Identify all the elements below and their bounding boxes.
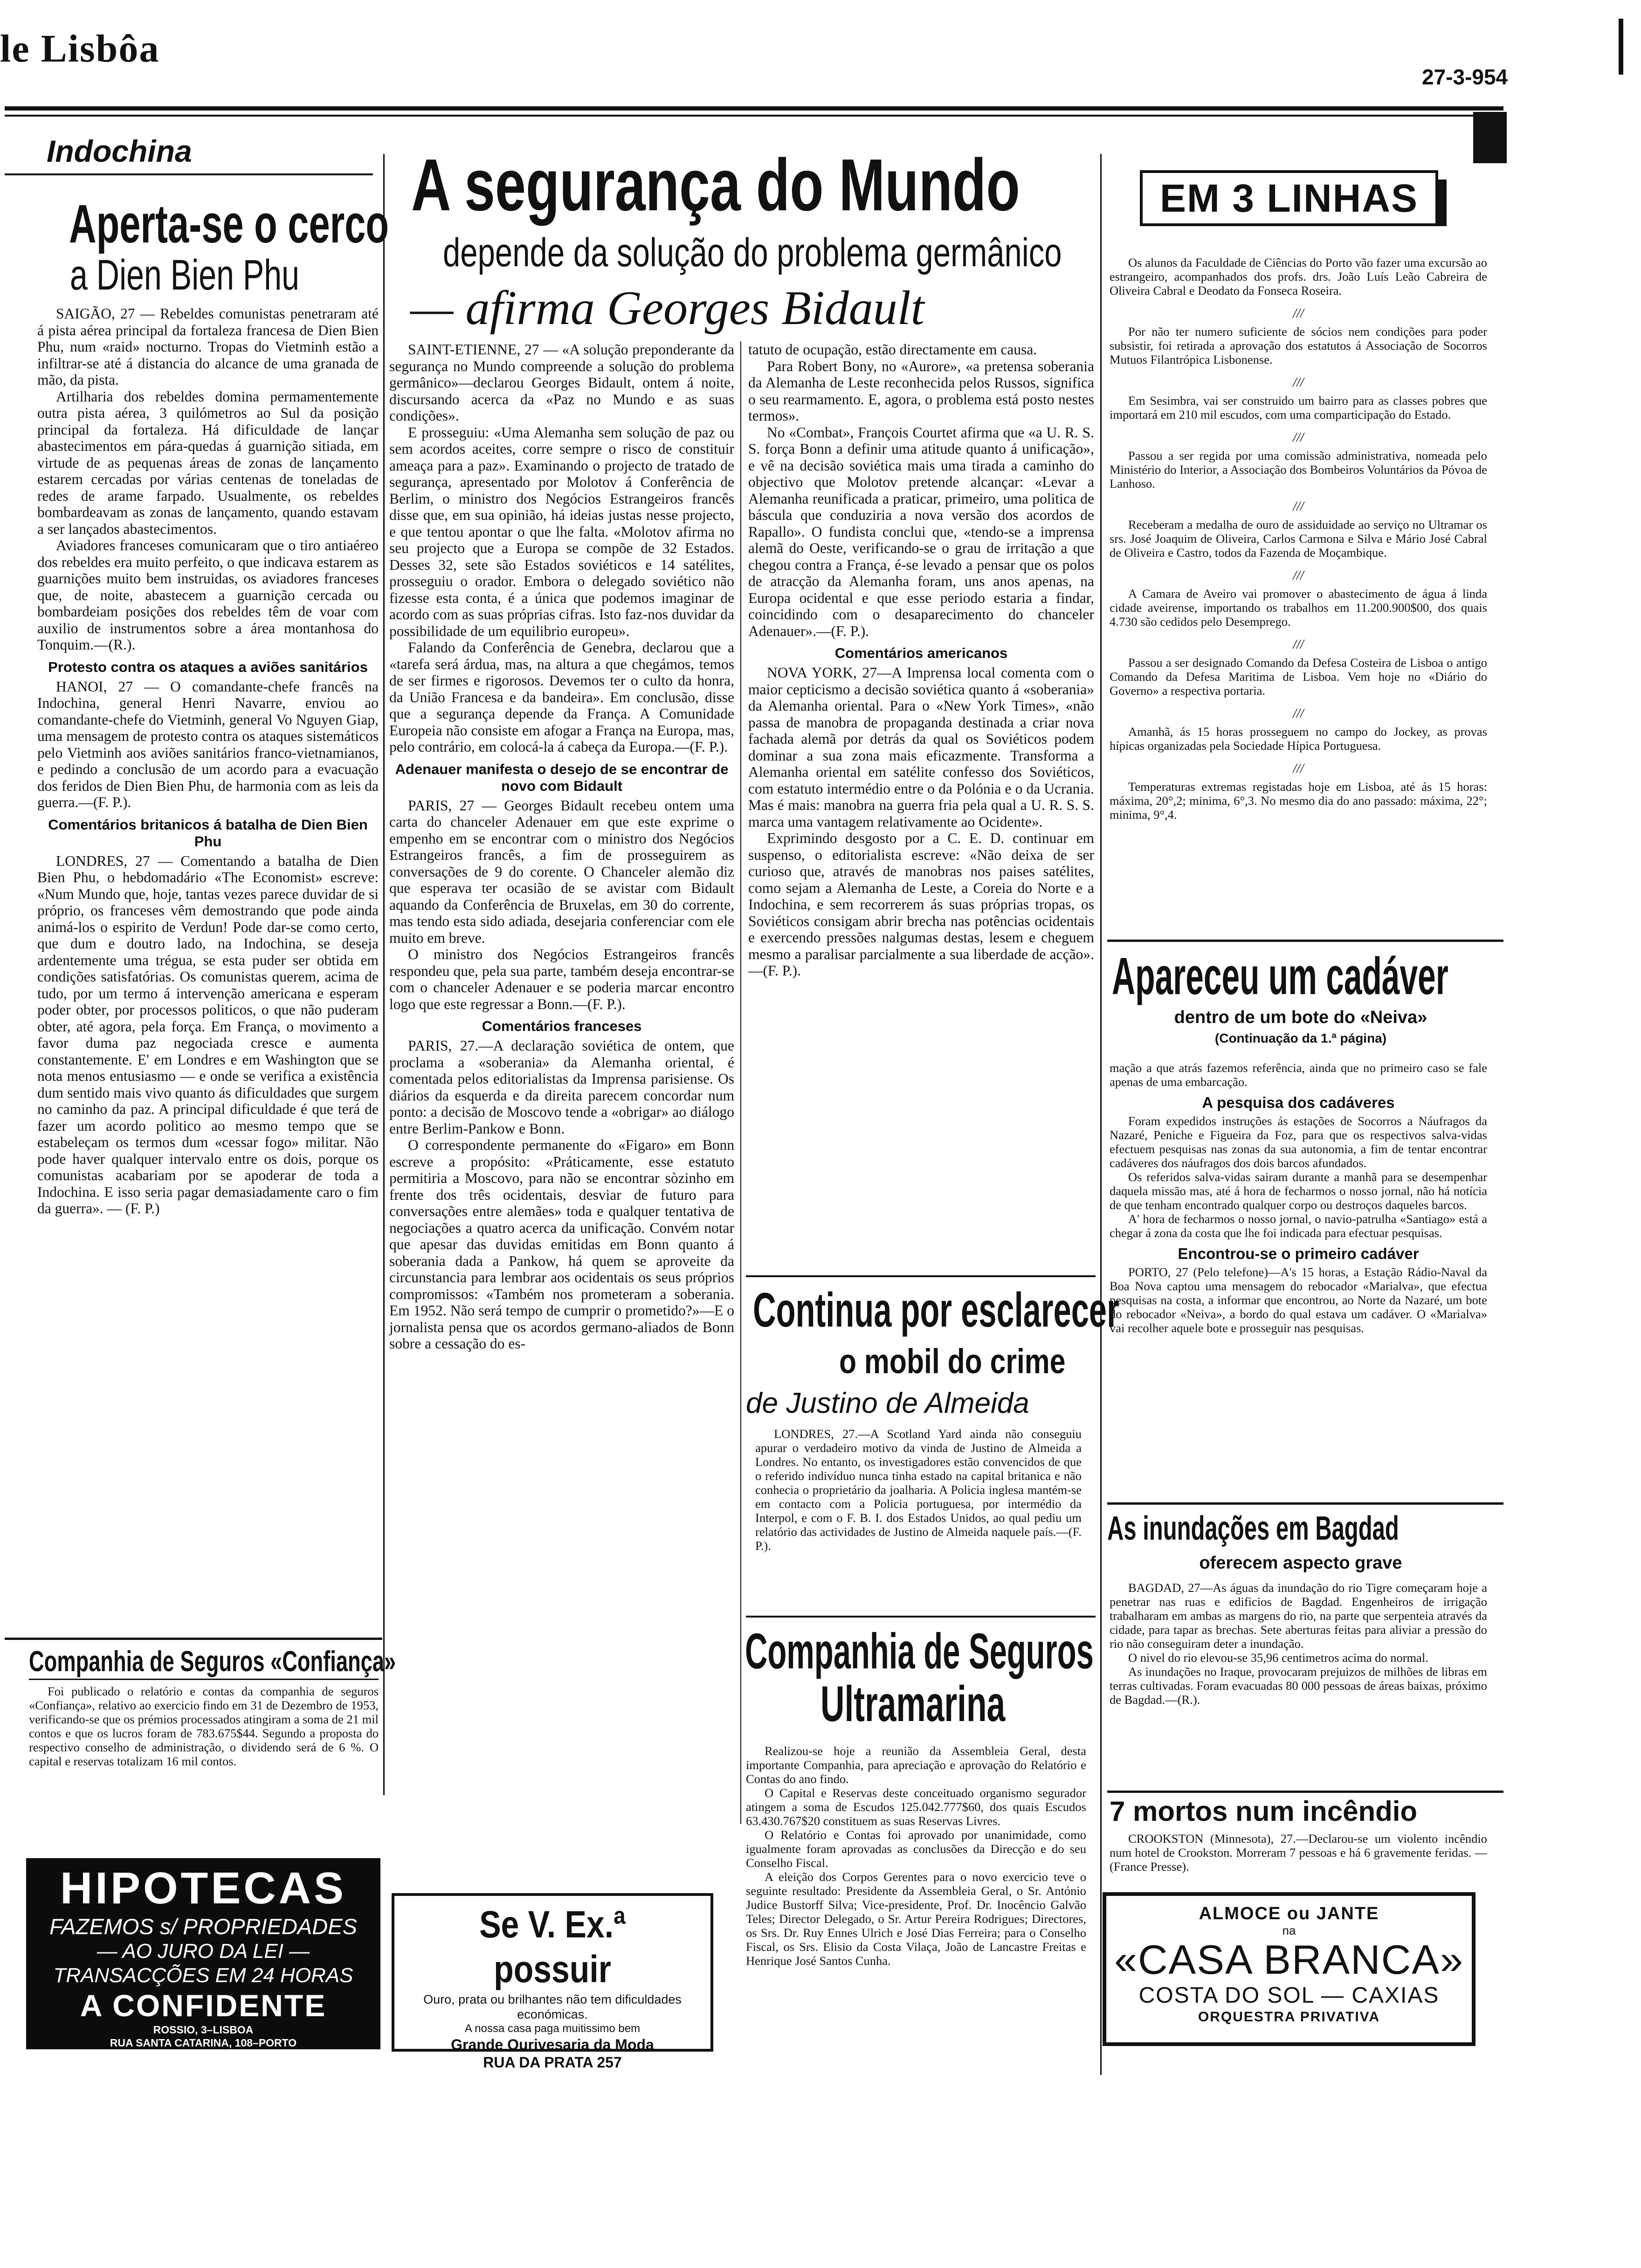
hipotecas-line3: TRANSACÇÕES EM 24 HORAS [53,1964,353,1987]
paragraph: Para Robert Bony, no «Aurore», «a pretensa soberania da Alemanha de Leste reconhecida pelos Russos, significa o seu rearmamento. E, agora, o problema está posto nestes termos». [748,358,1094,424]
hipotecas-name: A CONFIDENTE [80,1988,327,2023]
mobil-head3: de Justino de Almeida [746,1387,1029,1419]
section-label-indochina: Indochina [47,134,192,168]
ultramarina-title1: Companhia de Seguros [745,1623,1094,1679]
confianca-title: Companhia de Seguros «Confiança» [29,1646,396,1678]
paragraph: PARIS, 27 — Georges Bidault recebeu ontem uma carta do chanceler Adenauer em que este exprime o empenho em se encontrar com o ministro dos Negócios Estrangeiros francês, a fim de prosseguirem as conversações de 9 do corente. O Chanceler alemão diz que esperava ter ocasião de se avistar com Bidault aquando da Conferência de Bruxelas, em 30 do corrente, mas tendo esta sido adiada, desejaria conferenciar com ele muito em breve. [389,797,734,946]
subheading-pesquisa: A pesquisa dos cadáveres [1202,1094,1395,1111]
paragraph: BAGDAD, 27—As águas da inundação do rio Tigre começaram hoje a penetrar nas ruas e edificios de Bagdad. Engenheiros de irrigação trabalharam em ambas as margens do rio, na parte que serpenteia através da cidade, para tapar as brechas. Sete aberturas feitas para aliviar a pressão do rio não conseguiram deter a inundação. [1110,1581,1487,1651]
paragraph: SAIGÃO, 27 — Rebeldes comunistas penetraram até á pista aérea principal da fortaleza francesa de Dien Bien Phu, num «raid» nocturno. Tropas do Vietminh estão a infiltrar-se até á distancia do alcance de uma granada de mão, da pista. [37,305,379,388]
article-seguranca-col-a [389,341,734,1352]
hipotecas-ad [26,1858,380,2049]
ourivesaria-text2: A nossa casa paga muitissimo bem [464,2022,641,2035]
casabranca-line1: ALMOCE ou JANTE [1199,1904,1379,1923]
article-seguranca-col-b [748,341,1094,979]
cadaver-head2: dentro de um bote do «Neiva» [1174,1008,1427,1027]
paragraph: tatuto de ocupação, estão directamente em causa. [748,341,1037,358]
subheading-protesto: Protesto contra os ataques a aviões sanitários [48,658,368,675]
bagdad-article [1110,1581,1487,1707]
list-item: Passou a ser regida por uma comissão administrativa, nomeada pelo Ministério do Interior, a Associação dos Bombeiros Voluntários da Póvoa de Lanhoso. [1110,449,1487,491]
em3linhas-list [1110,256,1487,831]
paragraph: O nivel do rio elevou-se 35,96 centimetros acima do normal. [1128,1651,1428,1665]
paragraph: No «Combat», François Courtet afirma que «a U. R. S. S. força Bonn a definir uma atitude quanto á unificação», e vê na decisão soviética mais uma tirada a caminho do objectivo que Molotov pretende alcançar: «Levar a Alemanha reunificada a praticar, primeiro, uma politica de báscula que conduziria a nova versão dos acordos de Rapallo». O fundista conclui que, «tendo-se a imprensa alemã do Oeste, verificando-se o grau de irritação a que chegou contra a França, é-se levado a pensar que os polos de atracção da Alemanha foram, uns anos apenas, na Europa ocidental e que esse periodo estaria a findar, coincidindo com o desaparecimento do chanceler Adenauer».—(F. P.). [748,424,1094,639]
masthead-date: 27-3-954 [1422,65,1508,89]
em3linhas-title: EM 3 LINHAS [1159,176,1419,220]
cadaver-head1: Apareceu um cadáver [1112,947,1448,1005]
paragraph: mação a que atrás fazemos referência, ainda que no primeiro caso se fale apenas de uma embarcação. [1110,1061,1487,1089]
paragraph: O ministro dos Negócios Estrangeiros francês respondeu que, pela sua parte, também deseja encontrar-se com o chanceler Adenauer e se poderia marcar encontro logo que este regressar a Bonn.—(F. P.). [389,946,734,1012]
masthead-rule-top [5,106,1503,111]
subheading-americanos: Comentários americanos [834,645,1008,661]
column-rule-1 [383,154,385,1795]
paragraph: Foram expedidos instruções ás estações de Socorros a Náufragos da Nazaré, Peniche e Figueira da Foz, para que os respectivos salva-vidas efectuem pesquisas nas zonas da sua autonomia, a fim de tentar encontrar cadáveres dos náufragos dos dois barcos afundados. [1110,1114,1487,1170]
separator: /// [1293,499,1304,514]
subheadline-seguranca: depende da solução do problema germânico [443,230,1062,275]
paragraph: HANOI, 27 — O comandante-chefe francês na Indochina, general Henri Navarre, enviou ao comandante-chefe do Vietminh, general Vo Nguyen Giap, uma mensagem de protesto contra os ataques sistemáticos pelo Vietminh aos aviões sanitários franco-vietnamianos, e pedindo a conclusão de um acordo para a evacuação dos feridos de Dien Bien Phu, de harmonia com as leis da guerra.—(F. P.). [37,678,379,810]
paragraph: Os referidos salva-vidas sairam durante a manhã para se desempenhar daquela missão mas, até á hora de fecharmos o nosso jornal, não há notícia de que tenham encontrado qualquer corpo ou destroços daqueles barcos. [1110,1170,1487,1212]
paragraph: Exprimindo desgosto por a C. E. D. continuar em suspenso, o editorialista escreve: «Não deixa de ser curioso que, através de manobras nos paises satélites, como sejam a Alemanha de Leste, a Coreia do Norte e a Indochina, e sem recorrerem ás suas próprias tropas, os Soviéticos consigam abrir brecha nas potências ocidentais e exercendo pressões nalgumas destas, lesem e cheguem mesmo a paralisar parcialmente a sua liberdade de acção».—(F. P.). [748,830,1094,979]
casabranca-orch: ORQUESTRA PRIVATIVA [1198,2009,1380,2025]
mobil-head1: Continua por esclarecer [753,1283,1119,1337]
right-edge-bar [1619,19,1623,75]
list-item: Os alunos da Faculdade de Ciências do Porto vão fazer uma excursão ao estrangeiro, acompanhados dos profs. drs. João Luís Leão Cabreira de Oliveira Cabral e Deodato da Fonseca Roseira. [1110,256,1487,297]
rule-above-confianca [5,1638,382,1640]
hipotecas-line1: FAZEMOS s/ PROPRIEDADES [49,1914,357,1939]
bagdad-head2: oferecem aspecto grave [1199,1553,1402,1573]
paragraph: O correspondente permanente do «Figaro» em Bonn escreve a propósito: «Práticamente, esse estatuto permitiria a Moscovo, para não se encontrar sòzinho em frente dos três ocidentais, desviar de futuro para conversações entre alemães» toda e qualquer tentativa de negociações a quatro acerca da unificação. Convém notar que apesar das duvidas emitidas em Bonn quanto á soberania dada a Pankow, há quem se aproveite da circunstancia para lembrar aos ocidentais os seus próprios compromissos: «Também nos prometeram a soberania. Em 1952. Não será tempo de cumprir o prometido?»—E o jornalista pensa que os acordos germano-aliados de Bonn sobre a cessação do es- [389,1137,734,1352]
rule-above-ultramarina [746,1616,1096,1618]
mobil-head2: o mobil do crime [839,1342,1066,1381]
rule-above-mobil [746,1275,1096,1277]
separator: /// [1293,375,1304,390]
rule-below-confianca-title [29,1679,379,1680]
separator: /// [1293,306,1304,321]
separator: /// [1293,761,1304,776]
separator: /// [1293,430,1304,445]
subheading-primeiro-cadaver: Encontrou-se o primeiro cadáver [1178,1245,1419,1262]
mobil-text: LONDRES, 27.—A Scotland Yard ainda não conseguiu apurar o verdadeiro motivo da vinda de Justino de Almeida a Londres. No entanto, os investigadores estão convencidos de que o referido indivíduo nunca tinha estado na capital britanica e não conhecia o proprietário da joalharia. A Policia inglesa mantém-se em contacto com a Policia portuguesa, por intermédio da Interpol, e com o F. B. I. dos Estados Unidos, ao qual pediu um relatório das actividades de Justino de Almeida naquele país.—(F. P.). [755,1427,1082,1553]
paragraph: A' hora de fecharmos o nosso jornal, o navio-patrulha «Santiago» está a chegar á zona da costa que lhe foi indicada para efectuar pesquisas. [1110,1212,1487,1240]
paragraph: PORTO, 27 (Pelo telefone)—A's 15 horas, a Estação Rádio-Naval da Boa Nova captou uma mensagem do rebocador «Marialva», que efectua pesquisas na costa, a informar que encontrou, ao Norte da Nazaré, um bote do rebocador «Neiva», a bordo do qual estava um cadáver. O «Marialva» vai recolher aquele bote e prosseguir nas pesquisas. [1110,1265,1487,1335]
paragraph: Artilharia dos rebeldes domina permamentemente outra pista aérea, 3 quilómetros ao Sul da posição principal da fortaleza. Há dificuldade de lançar abastecimentos em pára-quedas á guarnição sitiada, em virtude de as pequenas áreas de zonas de lançamento estarem cercadas por várias centenas de toneladas de redes de arame farpado. Usualmente, os rebeldes bombardeavam as zonas de lançamento, quando estavam a ser lançados abastecimentos. [37,388,379,537]
cadaver-cont: (Continuação da 1.ª página) [1214,1031,1387,1045]
masthead-rule-thin [5,115,1503,117]
incendio-head: 7 mortos num incêndio [1110,1796,1418,1827]
casabranca-name: «CASA BRANCA» [1114,1936,1464,1983]
hipotecas-addr2: RUA SANTA CATARINA, 108–PORTO [110,2037,297,2049]
column-rule-mid [740,341,741,1824]
section-rule-indochina [5,173,373,175]
corner-black-block [1473,112,1507,163]
paragraph: Aviadores franceses comunicaram que o tiro antiaéreo dos rebeldes era muito perfeito, o que indicava estarem as guarnições muito bem instruidas, os aviadores franceses que, de noite, abastecem a guarnição cercada ou bombardeiam posições dos rebeldes têm de voar com auxilio de instrumentos sobre a área montanhosa do Tonquim.—(R.). [37,537,379,653]
paragraph: SAINT-ETIENNE, 27 — «A solução preponderante da segurança no Mundo compreende a solução do problema germânico»—declarou Georges Bidault, ontem á noite, discursando acerca da «Paz no Mundo e as suas condições». [389,341,734,424]
em3linhas-title-box [1140,170,1438,226]
cadaver-article [1110,1061,1487,1335]
paragraph: LONDRES, 27 — Comentando a batalha de Dien Bien Phu, o hebdomadário «The Economist» escreve: «Num Mundo que, hoje, tantas vezes parece duvidar de si próprio, os franceses vêm demostrando que pode ainda animá-los o espirito de Verdun! Pode dar-se como certo, que dum e doutro lado, na Indochina, se deseja ardentemente uma trégua, se esta puder ser obtida em condições satisfatórias. Os comunistas querem, acima de tudo, por um termo á intervenção americana e esperam poder obter, por processos politicos, o que não puderam obter, até agora, pela força. Em França, o movimento a favor duma paz negociada cresce e aumenta constantemente. E' em Londres e em Washington que se nota menos entusiasmo — e onde se verifica a existência dum sentido mais vivo quanto ás dificuldades que surgem no caminho da paz. A principal dificuldade é que terá de fazer um acordo politico ao mesmo tempo que se estabeleçam os termos dum «cessar fogo» militar. Não pode haver qualquer intervalo entre os dois, porque os comunistas acabariam por se apoderar de toda a Indochina. E isso seria pagar demasiadamente caro o fim da guerra». — (F. P.) [37,852,379,1217]
list-item: Passou a ser designado Comando da Defesa Costeira de Lisboa o antigo Comando da Defesa Maritima de Lisboa. Vem hoje no «Diário do Governo» a respectiva portaria. [1110,656,1487,698]
byline-bidault: — afirma Georges Bidault [410,281,924,335]
hipotecas-addr1: ROSSIO, 3–LISBOA [153,2024,254,2036]
paragraph: E prosseguiu: «Uma Alemanha sem solução de paz ou sem acordos aceites, corre sempre o risco de constituir ameaça para a paz». Examinando o projecto de tratado de segurança, apresentado por Molotov á Conferência de Berlim, o ministro dos Negócios Estrangeiros francês disse que, em sua opinião, há ideias justas nesse projecto, e que tentou apontar o que lhe falta. «Molotov afirma no seu projecto que a Europa se compõe de 32 Estados. Desses 32, sete são Estados soviéticos e 14 satélites, prosseguiu o orador. Embora o delegado soviético não fizesse esta conta, é a única que podemos imaginar de acordo com as suas próprias cifras. Isto faz-nos duvidar da possibilidade de um equilibrio europeu». [389,424,734,639]
subheading-adenauer: Adenauer manifesta o desejo de se encontrar de novo com Bidault [395,761,729,794]
masthead-name: le Lisbôa [0,27,160,70]
hipotecas-line2: — AO JURO DA LEI — [97,1940,310,1963]
list-item: Receberam a medalha de ouro de assiduidade ao serviço no Ultramar os srs. José Joaquim de Oliveira, Carlos Carmona e Silva e Mário José Cabral de Oliveira e Castro, todos da Fazenda de Moçambique. [1110,518,1487,560]
confianca-text: Foi publicado o relatório e contas da companhia de seguros «Confiança», relativo ao exercicio findo em 31 de Dezembro de 1953, verificando-se que os prémios processados atingiram a soma de 21 mil contos e que os lucros foram de 783.675$44. Segundo a proposta do respectivo conselho de administração, o dividendo será de 6 %. O capital e reservas totalizam 16 mil contos. [29,1684,379,1768]
rule-above-bagdad [1107,1502,1503,1505]
ourivesaria-name: Grande Ourivesaria da Moda [451,2036,654,2053]
paragraph: O Relatório e Contas foi aprovado por unanimidade, como igualmente foram aprovadas as conclusões da Direcção e do seu Conselho Fiscal. [746,1828,1086,1870]
casabranca-place: COSTA DO SOL — CAXIAS [1138,1983,1440,2008]
list-item: A Camara de Aveiro vai promover o abastecimento de água á linda cidade aveirense, importando os trabalhos em 11.200.900$00, dos quais 4.730 são cedidos pelo Desemprego. [1110,587,1487,629]
ourivesaria-text: Ouro, prata ou brilhantes não tem dificuldades económicas. [423,1992,682,2021]
subheading-franceses: Comentários franceses [482,1018,642,1034]
paragraph: A eleição dos Corpos Gerentes para o novo exercicio teve o seguinte resultado: Presidente da Assembleia Geral, o Sr. António Judice Bustorff Silva; Vice-presidente, Prof. Dr. Inocêncio Galvão Teles; Director Delegado, o Sr. Artur Pereira Rodrigues; Directores, os Srs. Dr. Ruy Ennes Ulrich e José Dias Ferreira; para o Conselho Fiscal, os Srs. Elisio da Costa Vilaça, João de Lancastre Freitas e Henrique José Santos Cunha. [746,1870,1086,1968]
list-item: Em Sesimbra, vai ser construido um bairro para as classes pobres que importará em 210 mil escudos, com uma comparticipação do Estado. [1110,394,1487,422]
list-item: Por não ter numero suficiente de sócios nem condições para poder subsistir, foi retirada a aprovação dos estatutos á Associação de Socorros Mutuos Filantrópica Lisbonense. [1110,325,1487,366]
em3linhas-box-shadow [1438,180,1447,226]
separator: /// [1293,706,1304,721]
incendio-text: CROOKSTON (Minnesota), 27.—Declarou-se um violento incêndio num hotel de Crookston. Morreram 7 pessoas e há 6 gravemente feridas. —(France Presse). [1110,1832,1487,1874]
headline-aperta: Aperta-se o cerco [69,194,389,254]
paragraph: NOVA YORK, 27—A Imprensa local comenta com o maior cepticismo a decisão soviética quanto á «soberania» da Alemanha oriental. Para o «New York Times», «não passa de manobra de propaganda destinada a criar nova fachada alemã por detrás da qual os Soviéticos podem dominar a sua zona mais eficazmente. Transforma a Alemanha oriental em satélite confesso dos Soviéticos, com estatuto intermédio entre o da Polónia e o da Ucrania. Mas é mais: manobra na guerra fria pela qual a U. R. S. S. marca uma vantagem relativamente ao Ocidente». [748,664,1094,830]
hipotecas-title: HIPOTECAS [60,1863,347,1913]
paragraph: Falando da Conferência de Genebra, declarou que a «tarefa será árdua, mas, na altura a que chegámos, temos de ser firmes e rigorosos. Devemos ter o culto da honra, da União Francesa e da bandeira». Em conclusão, disse que a segurança depende da França. A Comunidade Europeia não consiste em afogar a França na Europa, mas, pelo contrário, em colocá-la á cabeça da Europa.—(F. P.). [389,639,734,755]
subheading-britanicos: Comentários britanicos á batalha de Dien Bien Phu [48,816,368,850]
separator: /// [1293,568,1304,583]
ultramarina-title2: Ultramarina [820,1675,1006,1732]
paragraph: Realizou-se hoje a reunião da Assembleia Geral, desta importante Companhia, para apreciação e aprovação do Relatório e Contas do ano findo. [746,1744,1086,1786]
list-item: Amanhã, ás 15 horas prosseguem no campo do Jockey, as provas hípicas organizadas pela Sociedade Hípica Portuguesa. [1110,725,1487,753]
headline-dien-bien-phu: a Dien Bien Phu [70,251,300,299]
separator: /// [1293,637,1304,652]
list-item: Temperaturas extremas registadas hoje em Lisboa, até ás 15 horas: máxima, 20°,2; minima, 6°,3. No mesmo dia do ano passado: máxima, 22°; minima, 9°,4. [1110,780,1487,822]
rule-above-cadaver [1107,940,1503,942]
ourivesaria-ad [392,1893,713,2071]
ourivesaria-title: Se V. Ex.ª possuir [479,1903,626,1991]
headline-seguranca: A segurança do Mundo [411,144,1020,226]
ultramarina-text [746,1744,1086,1968]
paragraph: O Capital e Reservas deste conceituado organismo segurador atingem a soma de Escudos 125.042.777$60, dos quais Escudos 63.430.767$20 constituem as suas Reservas Livres. [746,1786,1086,1828]
casabranca-ad [1103,1892,1476,2046]
paragraph: As inundações no Iraque, provocaram prejuizos de milhões de libras em terras cultivadas. Foram evacuadas 80 000 pessoas de áreas baixas, próximo de Bagdad.—(R.). [1110,1665,1487,1707]
bagdad-head1: As inundações em Bagdad [1107,1510,1399,1547]
ourivesaria-addr: RUA DA PRATA 257 [483,2054,622,2071]
column-rule-2 [1100,154,1102,2075]
article-indochina [37,305,379,1217]
rule-above-incendio [1107,1791,1503,1793]
paragraph: PARIS, 27.—A declaração soviética de ontem, que proclama a «soberania» da Alemanha oriental, é comentada pelos editorialistas da Imprensa parisiense. Os diários da esquerda e da direita parecem concordar num ponto: a decisão de Moscovo tende a «obrigar» ao diálogo entre Berlim-Pankow e Bonn. [389,1037,734,1137]
casabranca-line2: na [1282,1923,1296,1937]
